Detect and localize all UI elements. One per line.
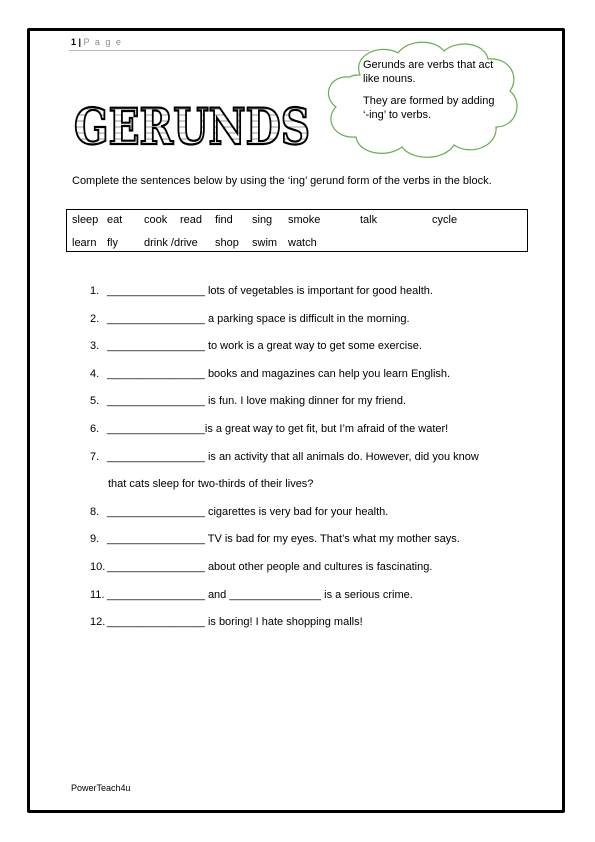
- sentence-number: 10.: [90, 561, 106, 573]
- sentence-text: ________________ cigarettes is very bad for your health.: [107, 506, 389, 518]
- sentence-number: 11.: [90, 589, 105, 601]
- sentence-number: 9.: [90, 533, 100, 545]
- sentence-text: ________________is a great way to get fit, but I’m afraid of the water!: [107, 423, 449, 435]
- word-bank-item: read: [180, 214, 203, 226]
- page-title-text: GERUNDS: [74, 97, 310, 156]
- sentence-text: ________________ a parking space is difficult in the morning.: [107, 313, 410, 325]
- sentence-text: that cats sleep for two-thirds of their lives?: [108, 478, 314, 490]
- word-bank-item: learn: [72, 237, 97, 249]
- sentence-number: 1.: [90, 285, 100, 297]
- sentence-text: ________________ is an activity that all animals do. However, did you know: [107, 451, 479, 463]
- sentence-item: [90, 285, 433, 298]
- sentence-item: [108, 478, 313, 491]
- word-bank-item: smoke: [288, 214, 321, 226]
- sentence-text: ________________ and _______________ is a serious crime.: [107, 589, 413, 601]
- sentence-number: 8.: [90, 506, 100, 518]
- page-number-header: [71, 37, 122, 47]
- footer-brand: PowerTeach4u: [71, 783, 131, 793]
- sentence-number: 7.: [90, 451, 100, 463]
- sentence-item: [90, 395, 406, 408]
- sentence-item: [90, 616, 363, 629]
- sentence-text: ________________ to work is a great way to get some exercise.: [107, 340, 422, 352]
- sentence-item: [90, 423, 448, 436]
- instructions: Complete the sentences below by using the ‘ing’ gerund form of the verbs in the block.: [72, 175, 492, 187]
- sentence-number: 5.: [90, 395, 100, 407]
- sentence-number: 3.: [90, 340, 100, 352]
- sentence-item: [90, 451, 479, 464]
- sentence-item: [90, 340, 422, 353]
- word-bank-item: sing: [252, 214, 273, 226]
- page-separator: |: [76, 37, 84, 47]
- page-label: P a g e: [83, 37, 123, 47]
- sentence-item: [90, 368, 450, 381]
- sentence-text: ________________ TV is bad for my eyes. That’s what my mother says.: [107, 533, 460, 545]
- sentence-item: [90, 506, 388, 519]
- word-bank-item: eat: [107, 214, 123, 226]
- sentence-number: 4.: [90, 368, 100, 380]
- sentence-item: [90, 313, 410, 326]
- sentence-item: [90, 561, 432, 574]
- sentence-text: ________________ books and magazines can help you learn English.: [107, 368, 451, 380]
- word-bank-item: cook: [144, 214, 168, 226]
- word-bank-item: talk: [360, 214, 378, 226]
- word-bank-item: shop: [215, 237, 239, 249]
- word-bank-item: cycle: [432, 214, 458, 226]
- sentence-item: [90, 589, 413, 602]
- word-bank-item: swim: [252, 237, 278, 249]
- sentence-number: 6.: [90, 423, 100, 435]
- cloud-callout-text: [363, 58, 503, 130]
- word-bank-item: sleep: [72, 214, 99, 226]
- word-bank-item: drink /drive: [144, 237, 198, 249]
- sentence-number: 2.: [90, 313, 100, 325]
- sentence-text: ________________ about other people and cultures is fascinating.: [107, 561, 433, 573]
- sentence-item: [90, 533, 460, 546]
- page-number: 1: [71, 37, 77, 47]
- word-bank-item: find: [215, 214, 233, 226]
- word-bank-item: watch: [288, 237, 317, 249]
- page-title: [70, 88, 315, 154]
- sentence-text: ________________ is boring! I hate shopping malls!: [107, 616, 363, 628]
- sentence-text: ________________ is fun. I love making dinner for my friend.: [107, 395, 407, 407]
- sentence-text: ________________ lots of vegetables is important for good health.: [107, 285, 433, 297]
- sentence-number: 12.: [90, 616, 106, 628]
- cloud-formation: They are formed by adding ‘-ing’ to verbs.: [363, 95, 495, 121]
- cloud-definition: Gerunds are verbs that act like nouns.: [363, 59, 494, 85]
- word-bank-item: fly: [107, 237, 118, 249]
